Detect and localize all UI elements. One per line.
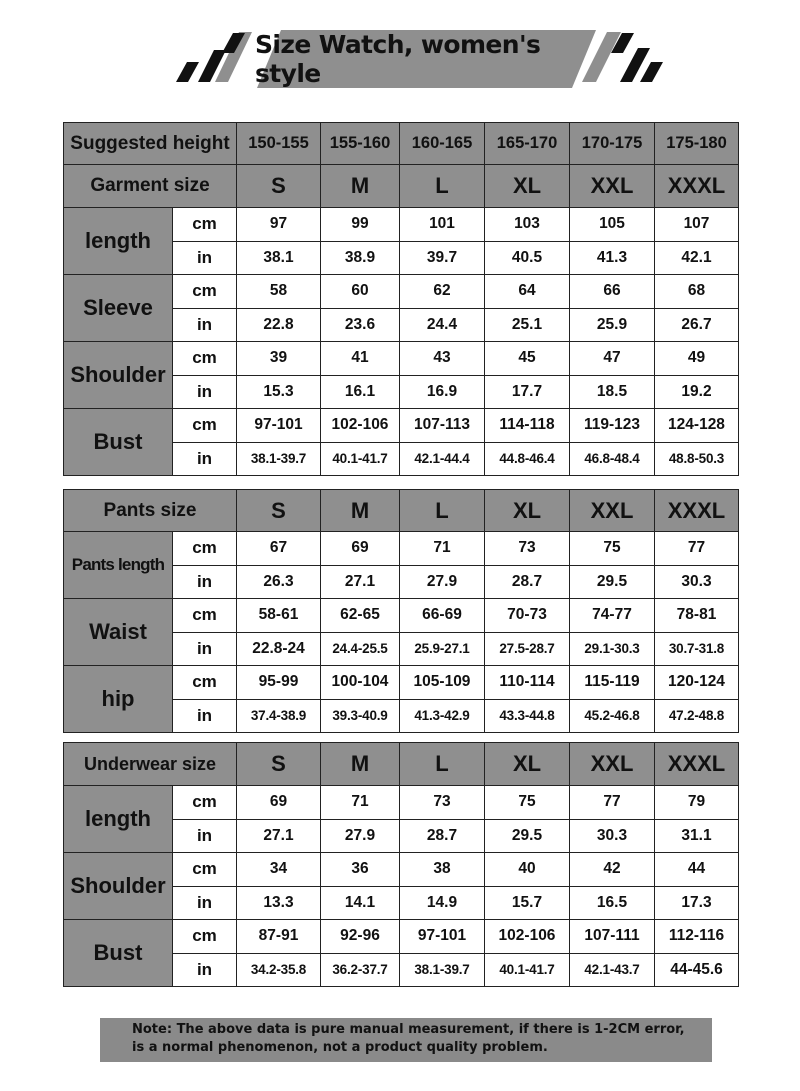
measure-sleeve-label: Sleeve [64, 275, 173, 342]
value-cm-cell: 45 [485, 342, 570, 376]
value-in-cell: 37.4-38.9 [237, 699, 321, 733]
measure-pants-length-label: Pants length [64, 532, 173, 599]
right-stripe-black-3 [640, 62, 663, 82]
table-row [64, 786, 739, 820]
value-cm-cell: 69 [321, 532, 400, 566]
value-in-cell: 30.3 [655, 565, 739, 599]
value-in-cell: 48.8-50.3 [655, 442, 739, 476]
value-in-cell: 28.7 [400, 819, 485, 853]
size-header-cell: M [321, 743, 400, 786]
value-in-cell: 41.3-42.9 [400, 699, 485, 733]
value-cm-cell: 66-69 [400, 599, 485, 633]
value-cm-cell: 114-118 [485, 409, 570, 443]
underwear-size-table [63, 742, 739, 987]
value-cm-cell: 58-61 [237, 599, 321, 633]
value-cm-cell: 102-106 [485, 920, 570, 954]
value-cm-cell: 101 [400, 208, 485, 242]
value-cm-cell: 49 [655, 342, 739, 376]
value-in-cell: 15.3 [237, 375, 321, 409]
size-header-cell: XXL [570, 743, 655, 786]
unit-cm-label: cm [173, 342, 237, 376]
value-cm-cell: 62 [400, 275, 485, 309]
value-in-cell: 36.2-37.7 [321, 953, 400, 987]
table-row [64, 165, 739, 208]
table-row [64, 490, 739, 532]
value-cm-cell: 95-99 [237, 666, 321, 700]
value-in-cell: 29.5 [485, 819, 570, 853]
measure-bust-label: Bust [64, 920, 173, 987]
value-cm-cell: 107-113 [400, 409, 485, 443]
measure-length-label: length [64, 786, 173, 853]
value-cm-cell: 69 [237, 786, 321, 820]
size-header-cell: S [237, 743, 321, 786]
value-cm-cell: 74-77 [570, 599, 655, 633]
value-in-cell: 27.1 [321, 565, 400, 599]
value-in-cell: 24.4-25.5 [321, 632, 400, 666]
measure-hip-label: hip [64, 666, 173, 733]
value-in-cell: 42.1-44.4 [400, 442, 485, 476]
value-cm-cell: 43 [400, 342, 485, 376]
value-cm-cell: 115-119 [570, 666, 655, 700]
value-in-cell: 25.9 [570, 308, 655, 342]
value-cm-cell: 103 [485, 208, 570, 242]
value-cm-cell: 71 [400, 532, 485, 566]
size-header-cell: L [400, 490, 485, 532]
value-in-cell: 29.5 [570, 565, 655, 599]
unit-in-label: in [173, 565, 237, 599]
size-header-cell: M [321, 490, 400, 532]
value-in-cell: 40.1-41.7 [485, 953, 570, 987]
suggested-height-label: Suggested height [64, 123, 237, 165]
unit-in-label: in [173, 819, 237, 853]
unit-in-label: in [173, 886, 237, 920]
table-row [64, 409, 739, 443]
table-row [64, 666, 739, 700]
value-in-cell: 43.3-44.8 [485, 699, 570, 733]
value-cm-cell: 119-123 [570, 409, 655, 443]
value-in-cell: 26.3 [237, 565, 321, 599]
value-in-cell: 27.5-28.7 [485, 632, 570, 666]
value-in-cell: 13.3 [237, 886, 321, 920]
size-header-cell: S [237, 165, 321, 208]
page-title: Size Watch, women's style [255, 30, 541, 88]
unit-in-label: in [173, 241, 237, 275]
unit-in-label: in [173, 632, 237, 666]
size-header-cell: XL [485, 165, 570, 208]
value-in-cell: 23.6 [321, 308, 400, 342]
size-header-cell: XXXL [655, 490, 739, 532]
height-range-cell: 160-165 [400, 123, 485, 165]
value-in-cell: 27.9 [321, 819, 400, 853]
value-cm-cell: 39 [237, 342, 321, 376]
pants-size-table [63, 489, 739, 733]
measure-waist-label: Waist [64, 599, 173, 666]
value-in-cell: 38.1 [237, 241, 321, 275]
unit-in-label: in [173, 308, 237, 342]
unit-in-label: in [173, 375, 237, 409]
size-label: Pants size [64, 490, 237, 532]
size-label: Garment size [64, 165, 237, 208]
value-cm-cell: 102-106 [321, 409, 400, 443]
value-in-cell: 46.8-48.4 [570, 442, 655, 476]
unit-in-label: in [173, 442, 237, 476]
value-in-cell: 39.3-40.9 [321, 699, 400, 733]
value-cm-cell: 40 [485, 853, 570, 887]
size-header-cell: XXL [570, 165, 655, 208]
value-cm-cell: 75 [570, 532, 655, 566]
size-header-cell: M [321, 165, 400, 208]
value-in-cell: 24.4 [400, 308, 485, 342]
value-cm-cell: 58 [237, 275, 321, 309]
value-in-cell: 27.1 [237, 819, 321, 853]
value-in-cell: 25.9-27.1 [400, 632, 485, 666]
unit-in-label: in [173, 699, 237, 733]
measure-shoulder-label: Shoulder [64, 342, 173, 409]
value-cm-cell: 107-111 [570, 920, 655, 954]
height-range-cell: 155-160 [321, 123, 400, 165]
unit-cm-label: cm [173, 532, 237, 566]
height-range-cell: 170-175 [570, 123, 655, 165]
value-cm-cell: 124-128 [655, 409, 739, 443]
value-cm-cell: 79 [655, 786, 739, 820]
value-cm-cell: 99 [321, 208, 400, 242]
garment-size-table [63, 122, 739, 476]
value-in-cell: 38.9 [321, 241, 400, 275]
unit-cm-label: cm [173, 920, 237, 954]
value-cm-cell: 78-81 [655, 599, 739, 633]
value-in-cell: 40.1-41.7 [321, 442, 400, 476]
size-header-cell: XXL [570, 490, 655, 532]
value-in-cell: 19.2 [655, 375, 739, 409]
value-cm-cell: 100-104 [321, 666, 400, 700]
size-header-cell: XXXL [655, 743, 739, 786]
measure-length-label: length [64, 208, 173, 275]
page-header [0, 0, 800, 110]
value-cm-cell: 105-109 [400, 666, 485, 700]
value-cm-cell: 75 [485, 786, 570, 820]
value-in-cell: 14.9 [400, 886, 485, 920]
table-row [64, 123, 739, 165]
value-in-cell: 16.9 [400, 375, 485, 409]
value-cm-cell: 92-96 [321, 920, 400, 954]
size-label: Underwear size [64, 743, 237, 786]
value-cm-cell: 97 [237, 208, 321, 242]
unit-in-label: in [173, 953, 237, 987]
value-cm-cell: 120-124 [655, 666, 739, 700]
size-header-cell: XL [485, 743, 570, 786]
value-cm-cell: 44 [655, 853, 739, 887]
value-in-cell: 30.3 [570, 819, 655, 853]
measure-bust-label: Bust [64, 409, 173, 476]
height-range-cell: 165-170 [485, 123, 570, 165]
unit-cm-label: cm [173, 208, 237, 242]
value-cm-cell: 73 [485, 532, 570, 566]
value-cm-cell: 105 [570, 208, 655, 242]
value-in-cell: 22.8 [237, 308, 321, 342]
table-row [64, 208, 739, 242]
table-row [64, 743, 739, 786]
value-in-cell: 38.1-39.7 [237, 442, 321, 476]
value-in-cell: 16.1 [321, 375, 400, 409]
value-in-cell: 45.2-46.8 [570, 699, 655, 733]
value-cm-cell: 42 [570, 853, 655, 887]
note-line-2: is a normal phenomenon, not a product quality problem. [132, 1040, 548, 1055]
table-row [64, 920, 739, 954]
value-cm-cell: 107 [655, 208, 739, 242]
height-range-cell: 175-180 [655, 123, 739, 165]
value-in-cell: 47.2-48.8 [655, 699, 739, 733]
value-cm-cell: 62-65 [321, 599, 400, 633]
table-row [64, 853, 739, 887]
value-in-cell: 38.1-39.7 [400, 953, 485, 987]
value-cm-cell: 67 [237, 532, 321, 566]
value-in-cell: 26.7 [655, 308, 739, 342]
value-in-cell: 17.3 [655, 886, 739, 920]
unit-cm-label: cm [173, 275, 237, 309]
value-cm-cell: 97-101 [400, 920, 485, 954]
value-cm-cell: 38 [400, 853, 485, 887]
value-in-cell: 34.2-35.8 [237, 953, 321, 987]
value-cm-cell: 34 [237, 853, 321, 887]
value-cm-cell: 47 [570, 342, 655, 376]
value-in-cell: 14.1 [321, 886, 400, 920]
value-in-cell: 31.1 [655, 819, 739, 853]
value-cm-cell: 71 [321, 786, 400, 820]
size-header-cell: XXXL [655, 165, 739, 208]
value-in-cell: 28.7 [485, 565, 570, 599]
value-cm-cell: 77 [655, 532, 739, 566]
unit-cm-label: cm [173, 786, 237, 820]
value-cm-cell: 73 [400, 786, 485, 820]
value-cm-cell: 70-73 [485, 599, 570, 633]
table-row [64, 275, 739, 309]
measurement-note [100, 1018, 712, 1062]
value-cm-cell: 66 [570, 275, 655, 309]
value-in-cell: 18.5 [570, 375, 655, 409]
value-in-cell: 17.7 [485, 375, 570, 409]
unit-cm-label: cm [173, 599, 237, 633]
value-cm-cell: 77 [570, 786, 655, 820]
value-in-cell: 15.7 [485, 886, 570, 920]
value-cm-cell: 41 [321, 342, 400, 376]
note-line-1: Note: The above data is pure manual measurement, if there is 1-2CM error, [132, 1022, 685, 1037]
value-cm-cell: 60 [321, 275, 400, 309]
value-in-cell: 25.1 [485, 308, 570, 342]
measure-shoulder-label: Shoulder [64, 853, 173, 920]
size-header-cell: XL [485, 490, 570, 532]
value-in-cell: 22.8-24 [237, 632, 321, 666]
size-header-cell: L [400, 743, 485, 786]
left-stripe-black-1 [176, 62, 199, 82]
unit-cm-label: cm [173, 853, 237, 887]
unit-cm-label: cm [173, 409, 237, 443]
table-row [64, 599, 739, 633]
table-row [64, 342, 739, 376]
value-cm-cell: 36 [321, 853, 400, 887]
value-in-cell: 42.1-43.7 [570, 953, 655, 987]
value-cm-cell: 64 [485, 275, 570, 309]
value-cm-cell: 87-91 [237, 920, 321, 954]
value-in-cell: 16.5 [570, 886, 655, 920]
height-range-cell: 150-155 [237, 123, 321, 165]
size-header-cell: S [237, 490, 321, 532]
value-in-cell: 27.9 [400, 565, 485, 599]
value-in-cell: 40.5 [485, 241, 570, 275]
value-in-cell: 41.3 [570, 241, 655, 275]
unit-cm-label: cm [173, 666, 237, 700]
value-cm-cell: 110-114 [485, 666, 570, 700]
value-in-cell: 29.1-30.3 [570, 632, 655, 666]
value-in-cell: 44.8-46.4 [485, 442, 570, 476]
value-in-cell: 30.7-31.8 [655, 632, 739, 666]
value-in-cell: 44-45.6 [655, 953, 739, 987]
size-header-cell: L [400, 165, 485, 208]
table-row [64, 532, 739, 566]
value-in-cell: 42.1 [655, 241, 739, 275]
value-in-cell: 39.7 [400, 241, 485, 275]
value-cm-cell: 97-101 [237, 409, 321, 443]
value-cm-cell: 112-116 [655, 920, 739, 954]
value-cm-cell: 68 [655, 275, 739, 309]
